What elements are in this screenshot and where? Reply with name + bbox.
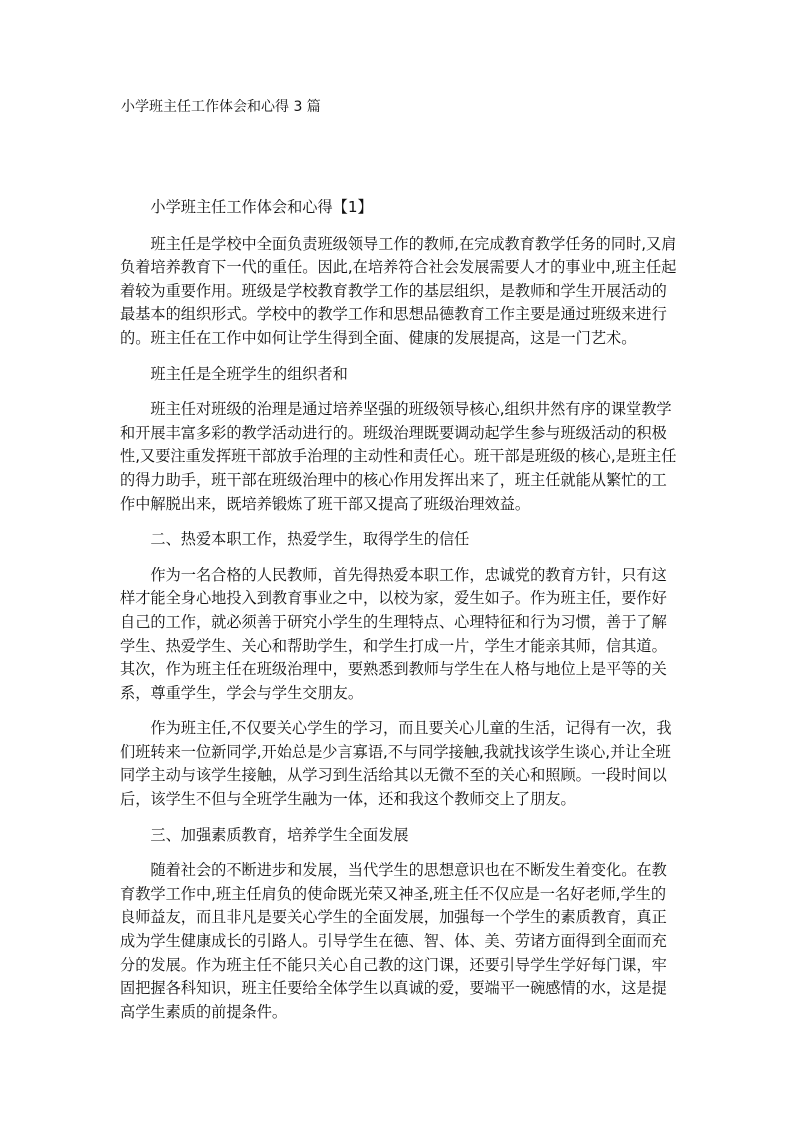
paragraph-5: 随着社会的不断进步和发展，当代学生的思想意识也在不断发生着变化。在教育教学工作中,班主任肩负的使命既光荣又神圣,班主任不仅应是一名好老师,学生的良师益友，而且非凡是要关心学生的全面发展，加强每一个学生的素质教育，真正成为学生健康成长的引路人。引导学生在德、智、体、美、劳诸方面得到全面而充分的发展。作为班主任不能只关心自己教的这门课，还要引导学生学好每门课，牢固把握各科知识，班主任要给全体学生以真诚的爱，要端平一碗感情的水，这是提高学生素质的前提条件。 xyxy=(120,861,667,1021)
subheading-3: 三、加强素质教育，培养学生全面发展 xyxy=(150,825,409,844)
document-title: 小学班主任工作体会和心得 3 篇 xyxy=(121,99,321,115)
paragraph-2: 班主任对班级的治理是通过培养坚强的班级领导核心,组织井然有序的课堂教学和开展丰富多彩的教学活动进行的。班级治理既要调动起学生参与班级活动的积极性,又要注重发挥班干部放手治理的主动性和责任心。班干部是班级的核心,是班主任的得力助手，班干部在班级治理中的核心作用发挥出来了，班主任就能从繁忙的工作中解脱出来，既培养锻炼了班干部又提高了班级治理效益。 xyxy=(120,400,677,513)
subheading-organizer: 班主任是全班学生的组织者和 xyxy=(150,364,348,383)
paragraph-4: 作为班主任,不仅要关心学生的学习，而且要关心儿童的生活，记得有一次，我们班转来一位新同学,开始总是少言寡语,不与同学接触,我就找该学生谈心,并让全班同学主动与该学生接触，从学习到生活给其以无微不至的关心和照顾。一段时间以后，该学生不但与全班学生融为一体，还和我这个教师交上了朋友。 xyxy=(120,719,672,809)
subheading-2: 二、热爱本职工作，热爱学生，取得学生的信任 xyxy=(150,530,470,549)
paragraph-1: 班主任是学校中全面负责班级领导工作的教师,在完成教育教学任务的同时,又肩负着培养教育下一代的重任。因此,在培养符合社会发展需要人才的事业中,班主任起着较为重要作用。班级是学校教育教学工作的基层组织，是教师和学生开展活动的最基本的组织形式。学校中的教学工作和思想品德教育工作主要是通过班级来进行的。班主任在工作中如何让学生得到全面、健康的发展提高，这是一门艺术。 xyxy=(120,234,677,347)
document-body xyxy=(120,196,677,1024)
paragraph-3: 作为一名合格的人民教师，首先得热爱本职工作，忠诚党的教育方针，只有这样才能全身心地投入到教育事业之中，以校为家，爱生如子。作为班主任，要作好自己的工作，就必须善于研究小学生的生理特点、心理特征和行为习惯，善于了解学生、热爱学生、关心和帮助学生，和学生打成一片，学生才能亲其师，信其道。其次，作为班主任在班级治理中，要熟悉到教师与学生在人格与地位上是平等的关系，尊重学生，学会与学生交朋友。 xyxy=(120,565,667,702)
section-title: 小学班主任工作体会和心得【1】 xyxy=(150,198,373,216)
